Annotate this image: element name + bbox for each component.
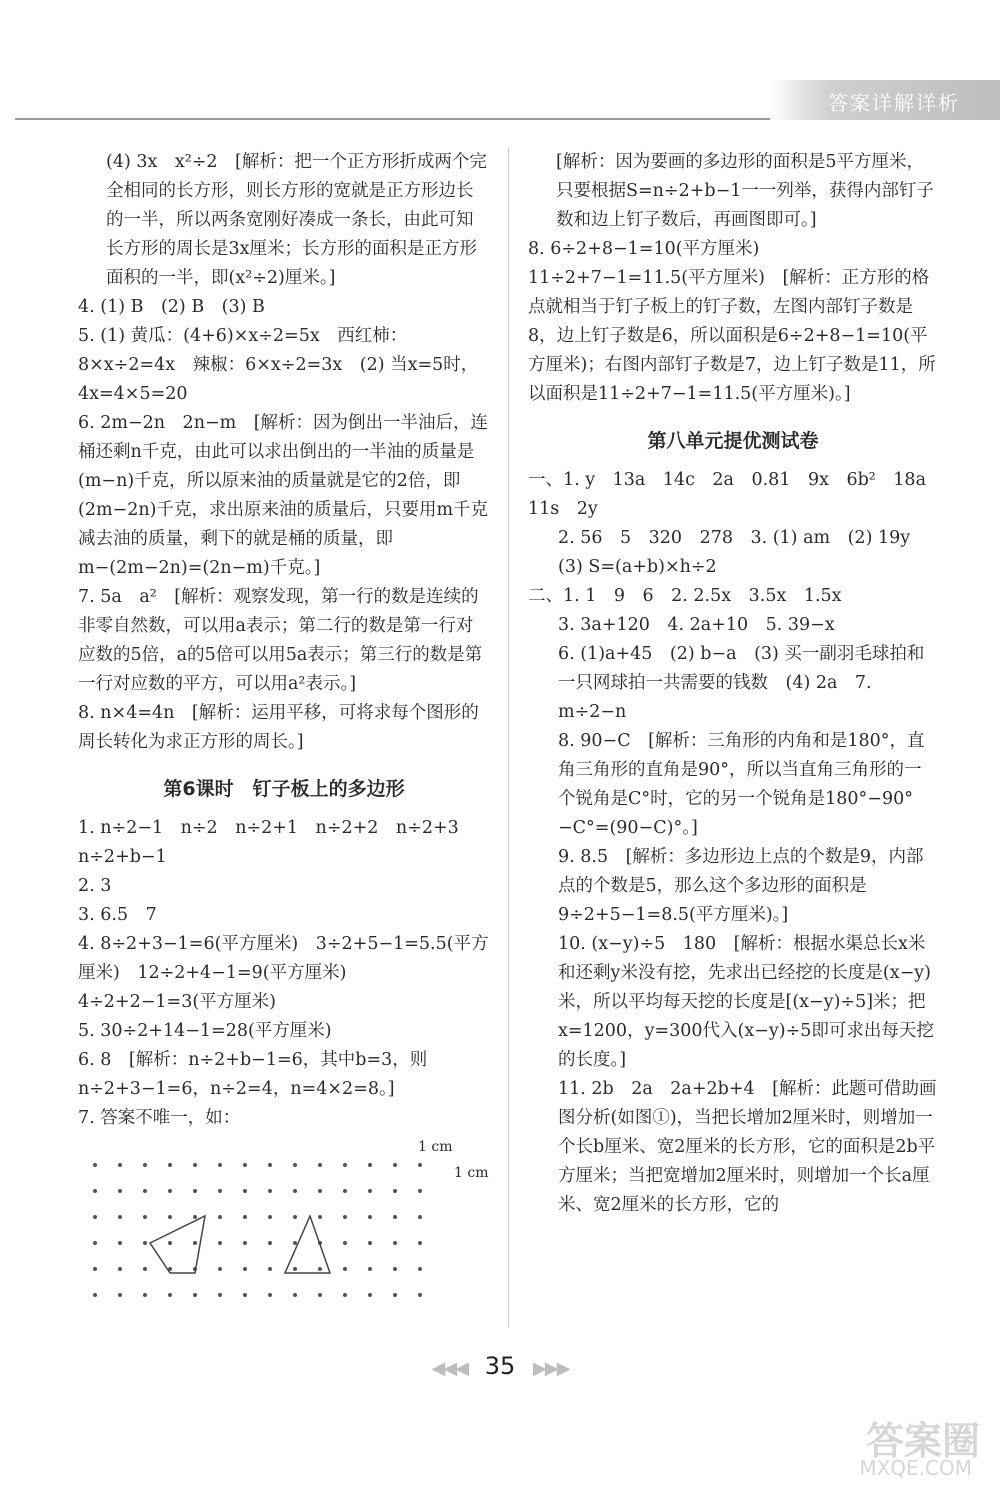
grid-dot (218, 1215, 222, 1219)
grid-dot (193, 1293, 197, 1297)
grid-dot (93, 1215, 97, 1219)
grid-dot (368, 1293, 372, 1297)
grid-dot (368, 1267, 372, 1271)
grid-dot (418, 1267, 422, 1271)
grid-dot (143, 1293, 147, 1297)
answer-item: 7. 5a a² [解析：观察发现，第一行的数是连续的非零自然数，可以用a表示；第二行的数是第一行对应数的5倍，a的5倍可以用5a表示；第三行的数是第一行对应数的平方，可以用a²表示。] (78, 587, 483, 694)
answer-item: 2. 56 5 320 278 3. (1) am (2) 19y (3) S=(a+b)×h÷2 (558, 528, 928, 577)
grid-dot (268, 1267, 272, 1271)
grid-dot (143, 1267, 147, 1271)
page-number: 35 (484, 1352, 516, 1380)
answer-item: [解析：因为要画的多边形的面积是5平方厘米，只要根据S=n÷2+b−1一一列举，获得内部钉子数和边上钉子数后，再画图即可。] (556, 152, 934, 230)
grid-dot (268, 1293, 272, 1297)
grid-dot (268, 1163, 272, 1167)
grid-dot (243, 1293, 247, 1297)
grid-dot (168, 1215, 172, 1219)
grid-dot (368, 1241, 372, 1245)
answer-item: 5. 30÷2+14−1=28(平方厘米) (78, 1021, 332, 1041)
grid-dot (143, 1163, 147, 1167)
grid-dot (143, 1215, 147, 1219)
grid-dot (193, 1163, 197, 1167)
grid-dot (268, 1241, 272, 1245)
grid-dot (218, 1241, 222, 1245)
grid-dot (168, 1189, 172, 1193)
grid-dot (418, 1293, 422, 1297)
watermark-url: MXQE.COM (859, 1456, 972, 1480)
grid-dot (343, 1189, 347, 1193)
grid-dot (243, 1241, 247, 1245)
grid-dot (293, 1215, 297, 1219)
grid-dot (343, 1163, 347, 1167)
left-column (78, 148, 490, 1319)
grid-dot (418, 1189, 422, 1193)
answer-item: 8. 6÷2+8−1=10(平方厘米) 11÷2+7−1=11.5(平方厘米) [解析：正方形的格点就相当于钉子板上的钉子数，左图内部钉子数是8，边上钉子数是6，所以面积是6÷2+8−1=10(平方厘米)；右图内部钉子数是7，边上钉子数是11，所以面积是11÷2+7−1=11.5(平方厘米)。] (528, 239, 936, 404)
grid-dot (343, 1293, 347, 1297)
grid-dot (218, 1267, 222, 1271)
next-arrows-icon: ▶▶▶ (532, 1358, 569, 1379)
header-title: 答案详解详析 (828, 91, 960, 115)
grid-dot (143, 1189, 147, 1193)
answer-item: 4. (1) B (2) B (3) B (78, 297, 265, 317)
unit-label: 1 cm (454, 1165, 489, 1181)
grid-dot (168, 1163, 172, 1167)
grid-dot (243, 1163, 247, 1167)
grid-dot (393, 1163, 397, 1167)
prev-arrows-icon: ◀◀◀ (431, 1358, 468, 1379)
grid-dot (193, 1215, 197, 1219)
answer-item: 5. (1) 黄瓜：(4+6)×x÷2=5x 西红柿：8×x÷2=4x 辣椒：6×x÷2=3x (2) 当x=5时，4x=4×5=20 (78, 326, 479, 404)
grid-dot (243, 1267, 247, 1271)
grid-dot (293, 1267, 297, 1271)
grid-dot (418, 1215, 422, 1219)
grid-dot (418, 1241, 422, 1245)
answer-item: 一、1. y 13a 14c 2a 0.81 9x 6b² 18a 11s 2y (528, 470, 944, 519)
grid-dot (118, 1215, 122, 1219)
grid-dot (93, 1293, 97, 1297)
grid-dot (193, 1241, 197, 1245)
section-title: 第八单元提优测试卷 (647, 430, 819, 452)
grid-dot (393, 1267, 397, 1271)
grid-dot (393, 1241, 397, 1245)
answer-item: 2. 3 (78, 876, 112, 896)
grid-dot (393, 1293, 397, 1297)
grid-dot (268, 1189, 272, 1193)
grid-dot (93, 1241, 97, 1245)
grid-dot (343, 1241, 347, 1245)
grid-dot (168, 1293, 172, 1297)
answer-item: 10. (x−y)÷5 180 [解析：根据水渠总长x米和还剩y米没有挖，先求出已经挖的长度是(x−y)米，所以平均每天挖的长度是[(x−y)÷5]米；把x=1200，y=300代入(x−y)÷5即可求出每天挖的长度。] (558, 934, 934, 1070)
grid-dot (293, 1163, 297, 1167)
grid-dot (118, 1163, 122, 1167)
grid-dot (218, 1189, 222, 1193)
grid-dot (118, 1267, 122, 1271)
grid-dot (393, 1189, 397, 1193)
grid-dot (318, 1163, 322, 1167)
grid-dot (293, 1293, 297, 1297)
header-tab (770, 80, 1000, 120)
dot-grid (92, 1161, 432, 1316)
answer-item: 11. 2b 2a 2a+2b+4 [解析：此题可借助画图分析(如图①)，当把长增加2厘米时，则增加一个长b厘米、宽2厘米的长方形，它的面积是2b平方厘米；当把宽增加2厘米时，则增加一个长a厘米、宽2厘米的长方形，它的 (558, 1079, 937, 1215)
answer-item: 8. 90−C [解析：三角形的内角和是180°，直角三角形的直角是90°，所以当直角三角形的一个锐角是C°时，它的另一个锐角是180°−90°−C°=(90−C)°。] (558, 731, 925, 838)
grid-dot (368, 1215, 372, 1219)
answer-item: 3. 3a+120 4. 2a+10 5. 39−x (558, 615, 835, 635)
grid-dot (93, 1163, 97, 1167)
answer-item: 8. n×4=4n [解析：运用平移，可将求每个图形的周长转化为求正方形的周长。] (78, 703, 479, 752)
grid-dot (418, 1163, 422, 1167)
quadrilateral-shape (150, 1216, 205, 1273)
grid-dot (293, 1241, 297, 1245)
column-divider (508, 148, 509, 1328)
answer-item: 1. n÷2−1 n÷2 n÷2+1 n÷2+2 n÷2+3 n÷2+b−1 (78, 818, 477, 867)
grid-dot (393, 1215, 397, 1219)
grid-dot (368, 1163, 372, 1167)
grid-dot (268, 1215, 272, 1219)
grid-dot (243, 1189, 247, 1193)
answer-item: 9. 8.5 [解析：多边形边上点的个数是9，内部点的个数是5，那么这个多边形的面积是9÷2+5−1=8.5(平方厘米)。] (558, 847, 924, 925)
grid-dot (368, 1189, 372, 1193)
unit-label: 1 cm (418, 1139, 453, 1155)
dot-grid-figure (78, 1139, 490, 1319)
answer-item: 二、1. 1 9 6 2. 2.5x 3.5x 1.5x (528, 586, 842, 606)
grid-dot (118, 1189, 122, 1193)
grid-dot (93, 1189, 97, 1193)
answer-item: 6. 2m−2n 2n−m [解析：因为倒出一半油后，连桶还剩n千克，由此可以求出倒出的一半油的质量是(m−n)千克，所以原来油的质量就是它的2倍，即(2m−2n)千克，求出原来油的质量后，只要用m千克减去油的质量，剩下的就是桶的质量，即m−(2m−2n)=(2n−m)千克。] (78, 413, 489, 578)
grid-dot (293, 1189, 297, 1193)
grid-dot (343, 1215, 347, 1219)
grid-dot (193, 1189, 197, 1193)
grid-dot (243, 1215, 247, 1219)
grid-dot (318, 1267, 322, 1271)
grid-dot (318, 1293, 322, 1297)
grid-dot (118, 1241, 122, 1245)
grid-dot (143, 1241, 147, 1245)
grid-dot (318, 1189, 322, 1193)
answer-item: 7. 答案不唯一，如： (78, 1108, 241, 1128)
grid-dot (218, 1163, 222, 1167)
section-title: 第6课时 钉子板上的多边形 (163, 778, 405, 800)
watermark-logo: 答案圈 (865, 1419, 980, 1463)
answer-item: 3. 6.5 7 (78, 905, 157, 925)
page-footer (0, 1352, 1000, 1380)
answer-item: 6. (1)a+45 (2) b−a (3) 买一副羽毛球拍和一只网球拍一共需要的钱数 (4) 2a 7. m÷2−n (558, 644, 925, 722)
grid-dot (343, 1267, 347, 1271)
grid-dot (93, 1267, 97, 1271)
answer-item: (4) 3x x²÷2 [解析：把一个正方形折成两个完全相同的长方形，则长方形的宽就是正方形边长的一半，所以两条宽刚好凑成一条长，由此可知长方形的周长是3x厘米；长方形的面积是正方形面积的一半，即(x²÷2)厘米。] (106, 152, 487, 288)
answer-item: 4. 8÷2+3−1=6(平方厘米) 3÷2+5−1=5.5(平方厘米) 12÷2+4−1=9(平方厘米) 4÷2+2−1=3(平方厘米) (78, 934, 489, 1012)
grid-dot (118, 1293, 122, 1297)
grid-dot (218, 1293, 222, 1297)
grid-dot (168, 1241, 172, 1245)
right-column (528, 148, 944, 1220)
grid-dot (318, 1215, 322, 1219)
answer-item: 6. 8 [解析：n÷2+b−1=6，其中b=3，则n÷2+3−1=6，n÷2=4，n=4×2=8。] (78, 1050, 428, 1099)
triangle-shape (285, 1216, 330, 1273)
